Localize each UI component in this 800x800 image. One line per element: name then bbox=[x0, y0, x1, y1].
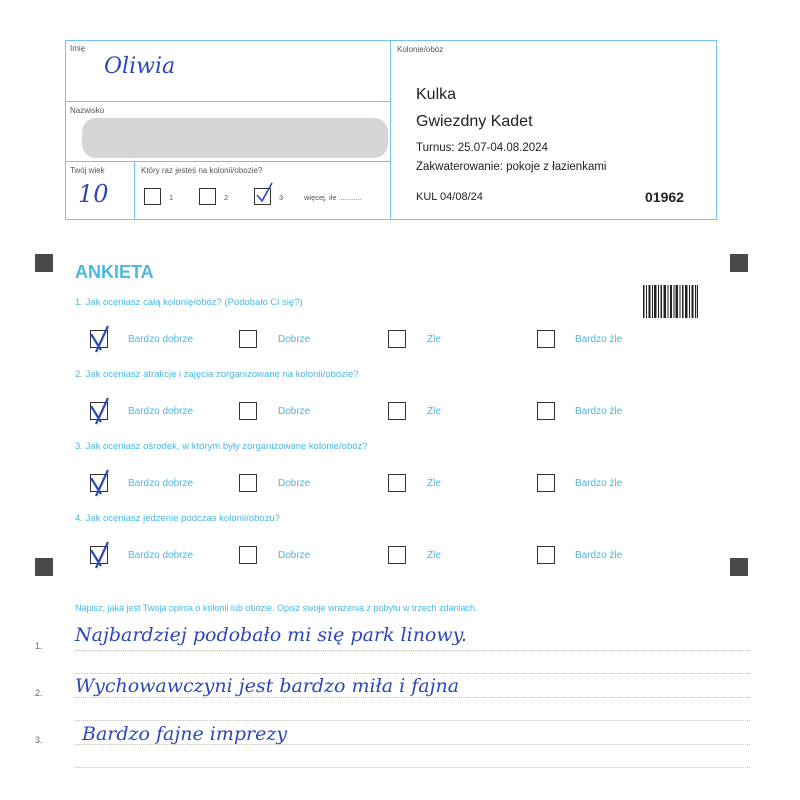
registration-marker-bottom-right bbox=[730, 558, 748, 576]
name-value: Oliwia bbox=[104, 54, 176, 79]
answer-line-3a bbox=[75, 744, 750, 745]
times-more-label: więcej, ile ........... bbox=[304, 193, 362, 202]
q3-checkbox-dobrze[interactable] bbox=[239, 474, 257, 492]
redaction-bar bbox=[82, 118, 388, 158]
turnus: Turnus: 25.07-04.08.2024 bbox=[416, 142, 548, 154]
times-checkbox-3[interactable] bbox=[254, 188, 271, 205]
accommodation: Zakwaterowanie: pokoje z łazienkami bbox=[416, 161, 607, 173]
times-option-1: 1 bbox=[169, 193, 174, 202]
q2-checkbox-dobrze[interactable] bbox=[239, 402, 257, 420]
surname-label: Nazwisko bbox=[70, 106, 105, 115]
q3-checkbox-bardzo-zle[interactable] bbox=[537, 474, 555, 492]
cross-mark-icon bbox=[88, 540, 112, 570]
form-number: 01962 bbox=[645, 189, 684, 205]
registration-marker-bottom-left bbox=[35, 558, 53, 576]
check-mark-icon bbox=[253, 181, 275, 205]
q4-checkbox-bardzo-zle[interactable] bbox=[537, 546, 555, 564]
q2-option-dobrze: Dobrze bbox=[278, 406, 311, 417]
q4-checkbox-dobrze[interactable] bbox=[239, 546, 257, 564]
q4-option-bardzo-dobrze: Bardzo dobrze bbox=[128, 550, 194, 561]
q1-option-zle: Źle bbox=[427, 334, 441, 345]
answer-2-text: Wychowawczyni jest bardzo miła i fajna bbox=[75, 675, 460, 697]
q1-option-dobrze: Dobrze bbox=[278, 334, 311, 345]
q2-option-bardzo-zle: Bardzo źle bbox=[575, 406, 623, 417]
times-label: Który raz jesteś na kolonii/obozie? bbox=[141, 166, 263, 175]
q1-option-bardzo-dobrze: Bardzo dobrze bbox=[128, 334, 194, 345]
times-checkbox-1[interactable] bbox=[144, 188, 161, 205]
answer-line-1a bbox=[75, 650, 750, 651]
q4-checkbox-zle[interactable] bbox=[388, 546, 406, 564]
q3-option-zle: Źle bbox=[427, 478, 441, 489]
q3-option-bardzo-dobrze: Bardzo dobrze bbox=[128, 478, 194, 489]
answer-line-2b bbox=[75, 720, 750, 721]
q2-checkbox-bardzo-zle[interactable] bbox=[537, 402, 555, 420]
survey-title: ANKIETA bbox=[75, 262, 154, 282]
q3-checkbox-zle[interactable] bbox=[388, 474, 406, 492]
q4-checkbox-bardzo-dobrze[interactable] bbox=[90, 546, 108, 564]
q2-option-zle: Źle bbox=[427, 406, 441, 417]
camp-code: KUL 04/08/24 bbox=[416, 191, 483, 203]
cross-mark-icon bbox=[88, 468, 112, 498]
q2-checkbox-zle[interactable] bbox=[388, 402, 406, 420]
times-checkbox-2[interactable] bbox=[199, 188, 216, 205]
question-2-text: 2. Jak oceniasz atrakcje i zajęcia zorganizowane na kolonii/obozie? bbox=[75, 369, 359, 380]
registration-marker-top-right bbox=[730, 254, 748, 272]
question-1-text: 1. Jak oceniasz całą kolonię/obóz? (Podobało Ci się?) bbox=[75, 297, 303, 308]
registration-marker-top-left bbox=[35, 254, 53, 272]
cross-mark-icon bbox=[88, 324, 112, 354]
q2-option-bardzo-dobrze: Bardzo dobrze bbox=[128, 406, 194, 417]
q3-option-dobrze: Dobrze bbox=[278, 478, 311, 489]
question-4-text: 4. Jak oceniasz jedzenie podczas kolonii/obozu? bbox=[75, 513, 280, 524]
cross-mark-icon bbox=[88, 396, 112, 426]
answer-line-3b bbox=[75, 767, 750, 768]
q3-checkbox-bardzo-dobrze[interactable] bbox=[90, 474, 108, 492]
q1-checkbox-zle[interactable] bbox=[388, 330, 406, 348]
q4-option-zle: Źle bbox=[427, 550, 441, 561]
camp-label: Kolonie/obóz bbox=[397, 45, 444, 54]
answer-3-number: 3. bbox=[35, 735, 43, 745]
answer-1-number: 1. bbox=[35, 641, 43, 651]
q2-checkbox-bardzo-dobrze[interactable] bbox=[90, 402, 108, 420]
barcode-icon bbox=[643, 285, 698, 318]
q1-option-bardzo-zle: Bardzo źle bbox=[575, 334, 623, 345]
answer-line-2a bbox=[75, 697, 750, 698]
answer-line-1b bbox=[75, 673, 750, 674]
q1-checkbox-bardzo-zle[interactable] bbox=[537, 330, 555, 348]
q3-option-bardzo-zle: Bardzo źle bbox=[575, 478, 623, 489]
times-option-2: 2 bbox=[224, 193, 229, 202]
age-label: Twój wiek bbox=[70, 166, 105, 175]
camp-name: Kulka bbox=[416, 86, 457, 103]
answer-3-text: Bardzo fajne imprezy bbox=[82, 723, 288, 745]
answer-1-text: Najbardziej podobało mi się park linowy. bbox=[75, 624, 467, 646]
q4-option-bardzo-zle: Bardzo źle bbox=[575, 550, 623, 561]
camp-title: Gwiezdny Kadet bbox=[416, 113, 533, 130]
answer-2-number: 2. bbox=[35, 688, 43, 698]
q1-checkbox-dobrze[interactable] bbox=[239, 330, 257, 348]
q4-option-dobrze: Dobrze bbox=[278, 550, 311, 561]
question-3-text: 3. Jak oceniasz ośrodek, w którym były zorganizowane kolonie/obóz? bbox=[75, 441, 368, 452]
age-value: 10 bbox=[78, 180, 109, 208]
opinion-prompt: Napisz, jaka jest Twoja opinia o kolonii lub obozie. Opisz swoje wrażenia z pobytu w trzech zdaniach. bbox=[75, 603, 478, 613]
q1-checkbox-bardzo-dobrze[interactable] bbox=[90, 330, 108, 348]
times-option-3: 3 bbox=[279, 193, 284, 202]
name-label: Imię bbox=[70, 44, 86, 53]
